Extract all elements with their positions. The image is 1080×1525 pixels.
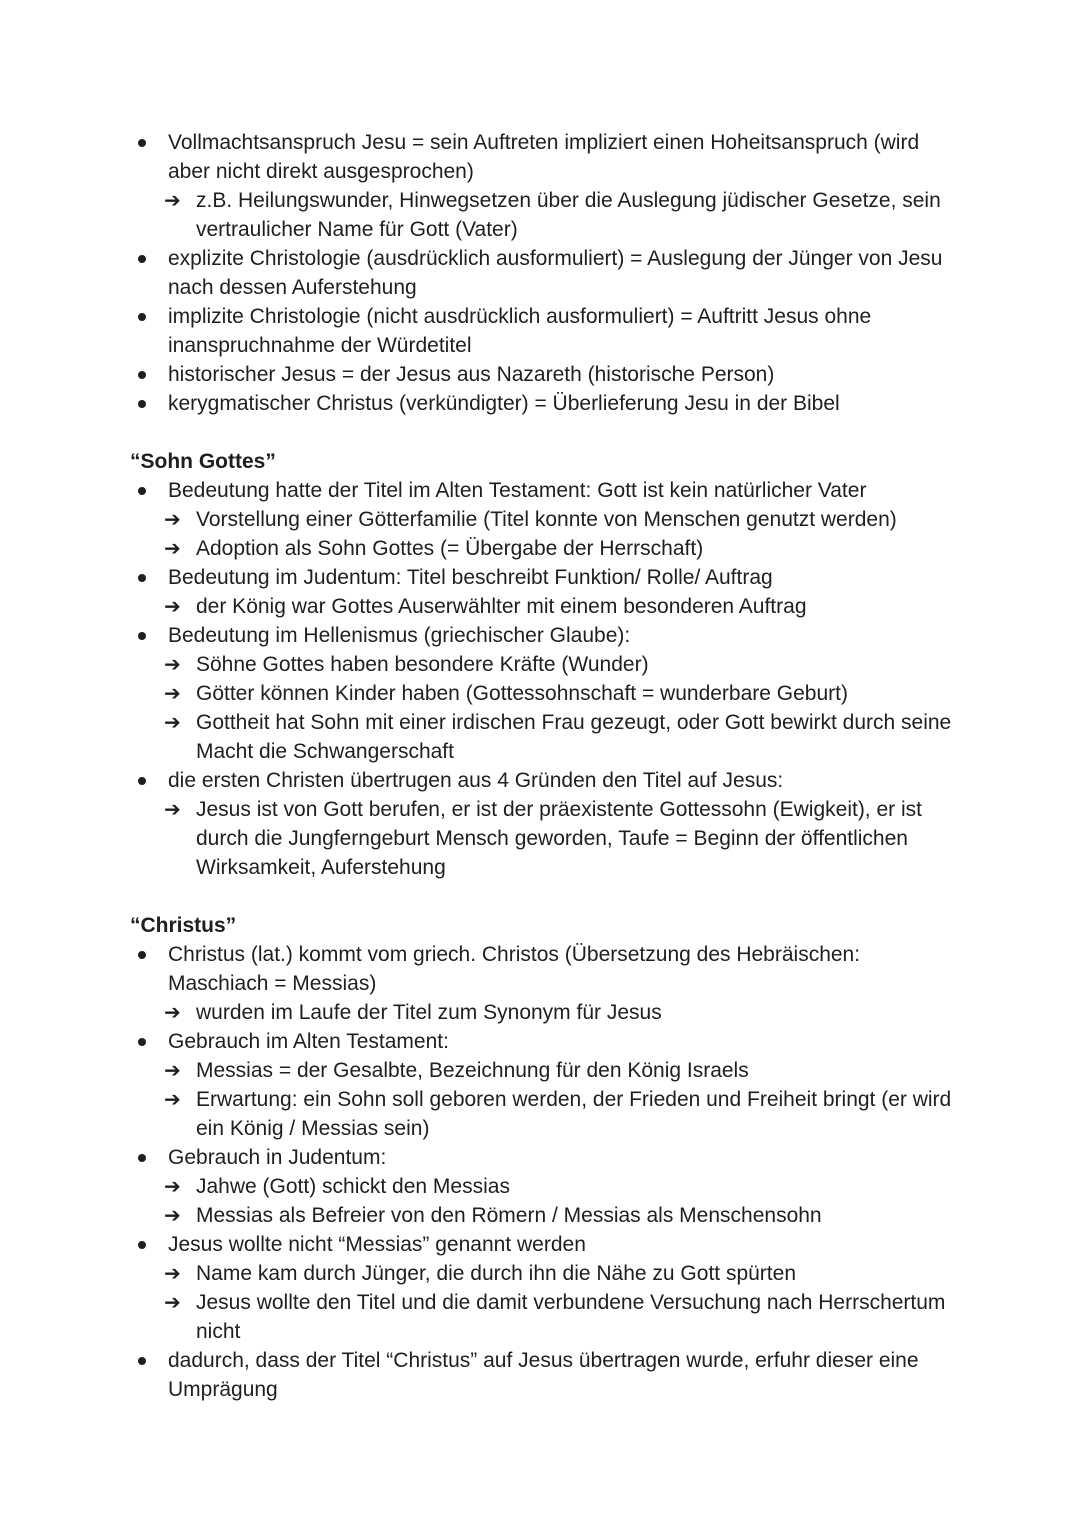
arrow-list (164, 795, 960, 882)
bullet-text: kerygmatischer Christus (verkündigter) = Überlieferung Jesu in der Bibel (168, 392, 840, 415)
bullet-list (0, 476, 1080, 882)
section-spacer (0, 882, 1080, 911)
bullet-text: historischer Jesus = der Jesus aus Nazareth (historische Person) (168, 363, 775, 386)
bullet-dot-icon (138, 951, 146, 959)
arrow-text: Messias als Befreier von den Römern / Messias als Menschensohn (196, 1204, 822, 1227)
bullet-list (0, 128, 1080, 418)
arrow-right-icon: ➔ (164, 1058, 181, 1082)
bullet-item (0, 476, 1080, 563)
arrow-item (0, 650, 960, 679)
arrow-text: Name kam durch Jünger, die durch ihn die Nähe zu Gott spürten (196, 1262, 796, 1285)
arrow-list (164, 186, 960, 244)
bullet-dot-icon (138, 1038, 146, 1046)
arrow-item (0, 505, 960, 534)
arrow-item (0, 1201, 960, 1230)
arrow-right-icon: ➔ (164, 797, 181, 821)
arrow-item (0, 1259, 960, 1288)
bullet-item (0, 360, 1080, 389)
bullet-item (0, 621, 1080, 766)
arrow-text: Vorstellung einer Götterfamilie (Titel konnte von Menschen genutzt werden) (196, 508, 897, 531)
arrow-text: wurden im Laufe der Titel zum Synonym für Jesus (196, 1001, 662, 1024)
arrow-item (0, 1056, 960, 1085)
bullet-text: Bedeutung im Judentum: Titel beschreibt Funktion/ Rolle/ Auftrag (168, 566, 773, 589)
bullet-text: implizite Christologie (nicht ausdrücklich ausformuliert) = Auftritt Jesus ohne inanspruchnahme der Würdetitel (168, 305, 872, 357)
bullet-dot-icon (138, 574, 146, 582)
bullet-item (0, 1027, 1080, 1143)
bullet-item (0, 128, 1080, 244)
arrow-text: Götter können Kinder haben (Gottessohnschaft = wunderbare Geburt) (196, 682, 848, 705)
arrow-text: Erwartung: ein Sohn soll geboren werden, der Frieden und Freiheit bringt (er wird ein König / Messias sein) (196, 1088, 952, 1140)
arrow-right-icon: ➔ (164, 1290, 181, 1314)
arrow-right-icon: ➔ (164, 710, 181, 734)
arrow-right-icon: ➔ (164, 1203, 181, 1227)
arrow-item (0, 998, 960, 1027)
arrow-list (164, 650, 960, 766)
bullet-text: Gebrauch in Judentum: (168, 1146, 387, 1169)
arrow-right-icon: ➔ (164, 1261, 181, 1285)
arrow-list (164, 592, 960, 621)
arrow-list (164, 1259, 960, 1346)
bullet-item (0, 940, 1080, 1027)
arrow-right-icon: ➔ (164, 507, 181, 531)
arrow-right-icon: ➔ (164, 1087, 181, 1111)
bullet-list (0, 940, 1080, 1404)
arrow-item (0, 186, 960, 244)
arrow-item (0, 592, 960, 621)
arrow-item (0, 679, 960, 708)
bullet-text: Gebrauch im Alten Testament: (168, 1030, 449, 1053)
arrow-right-icon: ➔ (164, 652, 181, 676)
bullet-dot-icon (138, 777, 146, 785)
bullet-text: Vollmachtsanspruch Jesu = sein Auftreten impliziert einen Hoheitsanspruch (wird aber nicht direkt ausgesprochen) (168, 131, 920, 183)
bullet-dot-icon (138, 139, 146, 147)
arrow-text: z.B. Heilungswunder, Hinwegsetzen über die Auslegung jüdischer Gesetze, sein vertraulicher Name für Gott (Vater) (196, 189, 941, 241)
bullet-item (0, 1143, 1080, 1230)
arrow-item (0, 1288, 960, 1346)
bullet-item (0, 766, 1080, 882)
arrow-text: Gottheit hat Sohn mit einer irdischen Frau gezeugt, oder Gott bewirkt durch seine Macht die Schwangerschaft (196, 711, 952, 763)
bullet-dot-icon (138, 400, 146, 408)
arrow-text: Jesus wollte den Titel und die damit verbundene Versuchung nach Herrschertum nicht (196, 1291, 946, 1343)
bullet-text: explizite Christologie (ausdrücklich ausformuliert) = Auslegung der Jünger von Jesu nach dessen Auferstehung (168, 247, 943, 299)
bullet-item (0, 389, 1080, 418)
arrow-right-icon: ➔ (164, 681, 181, 705)
bullet-dot-icon (138, 313, 146, 321)
arrow-right-icon: ➔ (164, 1000, 181, 1024)
bullet-dot-icon (138, 632, 146, 640)
arrow-text: Jahwe (Gott) schickt den Messias (196, 1175, 510, 1198)
arrow-item (0, 795, 960, 882)
document-page (0, 128, 1080, 1404)
arrow-right-icon: ➔ (164, 594, 181, 618)
bullet-dot-icon (138, 371, 146, 379)
arrow-text: Messias = der Gesalbte, Bezeichnung für den König Israels (196, 1059, 749, 1082)
arrow-right-icon: ➔ (164, 536, 181, 560)
arrow-item (0, 1172, 960, 1201)
bullet-item (0, 244, 1080, 302)
bullet-item (0, 563, 1080, 621)
bullet-dot-icon (138, 1357, 146, 1365)
arrow-item (0, 534, 960, 563)
arrow-list (164, 998, 960, 1027)
arrow-list (164, 1172, 960, 1230)
arrow-text: der König war Gottes Auserwählter mit einem besonderen Auftrag (196, 595, 807, 618)
arrow-item (0, 708, 960, 766)
bullet-dot-icon (138, 255, 146, 263)
arrow-list (164, 505, 960, 563)
bullet-dot-icon (138, 1241, 146, 1249)
arrow-list (164, 1056, 960, 1143)
arrow-text: Adoption als Sohn Gottes (= Übergabe der Herrschaft) (196, 537, 704, 560)
bullet-text: Christus (lat.) kommt vom griech. Christos (Übersetzung des Hebräischen: Maschiach = Messias) (168, 943, 861, 995)
bullet-dot-icon (138, 487, 146, 495)
bullet-text: Bedeutung im Hellenismus (griechischer Glaube): (168, 624, 631, 647)
arrow-right-icon: ➔ (164, 188, 181, 212)
bullet-text: die ersten Christen übertrugen aus 4 Gründen den Titel auf Jesus: (168, 769, 784, 792)
bullet-dot-icon (138, 1154, 146, 1162)
arrow-text: Jesus ist von Gott berufen, er ist der präexistente Gottessohn (Ewigkeit), er ist durch die Jungferngeburt Mensch geworden, Taufe = Beginn der öffentlichen Wirksamkeit, Auferstehung (196, 798, 922, 879)
bullet-text: dadurch, dass der Titel “Christus” auf Jesus übertragen wurde, erfuhr dieser eine Umprägung (168, 1349, 919, 1401)
bullet-text: Bedeutung hatte der Titel im Alten Testament: Gott ist kein natürlicher Vater (168, 479, 867, 502)
arrow-item (0, 1085, 960, 1143)
bullet-item (0, 302, 1080, 360)
section-spacer (0, 418, 1080, 447)
arrow-right-icon: ➔ (164, 1174, 181, 1198)
section-heading: “Sohn Gottes” (130, 450, 276, 473)
bullet-item (0, 1230, 1080, 1346)
bullet-item (0, 1346, 1080, 1404)
bullet-text: Jesus wollte nicht “Messias” genannt werden (168, 1233, 586, 1256)
arrow-text: Söhne Gottes haben besondere Kräfte (Wunder) (196, 653, 649, 676)
section-heading: “Christus” (130, 914, 237, 937)
